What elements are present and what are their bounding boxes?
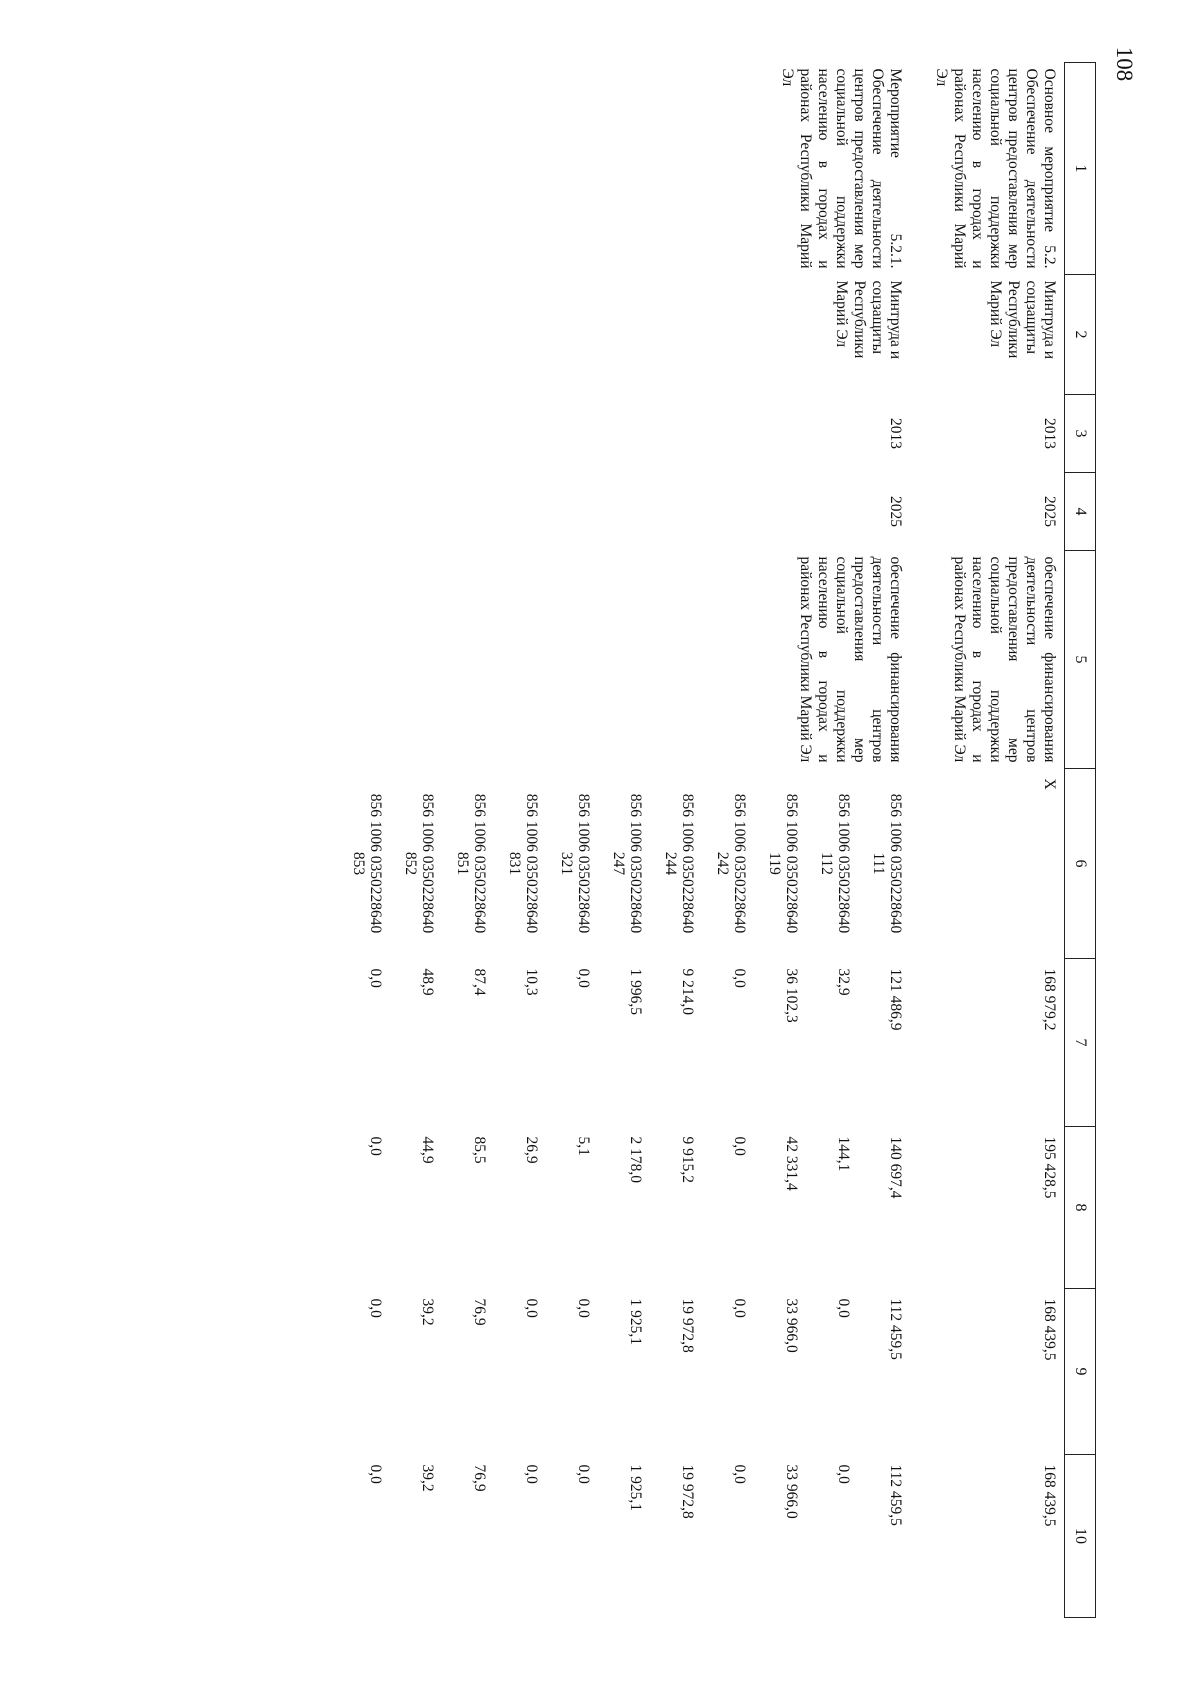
value-col-8: 140 697,4 <box>887 1136 904 1199</box>
sub-activity-end-year: 2025 <box>887 496 904 527</box>
main-activity-v7: 168 979,2 <box>1041 968 1058 1031</box>
value-col-10: 0,0 <box>575 1464 592 1484</box>
budget-code <box>596 769 648 959</box>
value-col-9: 0,0 <box>835 1298 852 1318</box>
value-col-8: 0,0 <box>367 1136 384 1156</box>
budget-code <box>700 769 752 959</box>
budget-code-main: 856 1006 0350228640 <box>523 793 540 934</box>
budget-code-type: 247 <box>610 851 627 876</box>
budget-code-type: 111 <box>870 852 887 875</box>
budget-code-type: 112 <box>818 852 835 875</box>
value-col-9: 0,0 <box>523 1298 540 1318</box>
main-activity-v9: 168 439,5 <box>1041 1298 1058 1361</box>
value-col-10: 33 966,0 <box>783 1464 800 1519</box>
value-col-8: 42 331,4 <box>783 1136 800 1191</box>
main-activity-end-year: 2025 <box>1041 496 1058 527</box>
value-col-10: 112 459,5 <box>887 1464 904 1526</box>
budget-code-type: 244 <box>662 851 679 876</box>
header-col-3: 3 <box>1065 395 1096 473</box>
value-col-10: 0,0 <box>731 1464 748 1484</box>
value-col-10: 76,9 <box>471 1464 488 1492</box>
value-col-7: 0,0 <box>367 968 384 988</box>
budget-code-main: 856 1006 0350228640 <box>783 793 800 934</box>
budget-code-type: 119 <box>766 852 783 875</box>
sub-activity-row <box>856 63 912 1618</box>
value-col-8: 144,1 <box>835 1136 852 1172</box>
main-activity-v8: 195 428,5 <box>1041 1136 1058 1199</box>
value-col-10: 1 925,1 <box>627 1464 644 1511</box>
value-col-8: 44,9 <box>419 1136 436 1164</box>
value-col-7: 0,0 <box>575 968 592 988</box>
value-col-8: 9 915,2 <box>679 1136 696 1183</box>
budget-code-main: 856 1006 0350228640 <box>731 793 748 934</box>
value-col-8: 2 178,0 <box>627 1136 644 1183</box>
value-col-9: 0,0 <box>575 1298 592 1318</box>
budget-code <box>336 769 388 959</box>
header-col-5: 5 <box>1065 551 1096 769</box>
main-activity-purpose: обеспечение финансирования деятельности центров предоставления мер социальной поддержки населению в городах и районах Республики Марий Эл <box>951 556 1058 763</box>
program-table <box>336 62 1096 1618</box>
budget-code-main: 856 1006 0350228640 <box>471 793 488 934</box>
sub-activity-start-year: 2013 <box>887 418 904 449</box>
header-row <box>1065 63 1096 1618</box>
header-col-2: 2 <box>1065 275 1096 395</box>
value-col-9: 19 972,8 <box>679 1298 696 1353</box>
value-col-7: 121 486,9 <box>887 968 904 1031</box>
value-col-7: 36 102,3 <box>783 968 800 1023</box>
main-activity-name: Основное мероприятие 5.2. Обеспечение деятельности центров предоставления мер социальной поддержки населению в городах и районах Республики Марий Эл <box>933 68 1058 269</box>
value-col-7: 32,9 <box>835 968 852 996</box>
budget-code-main: 856 1006 0350228640 <box>679 793 696 934</box>
value-col-7: 0,0 <box>731 968 748 988</box>
value-col-8: 0,0 <box>731 1136 748 1156</box>
budget-code <box>440 769 492 959</box>
value-col-7: 10,3 <box>523 968 540 996</box>
main-activity-start-year: 2013 <box>1041 418 1058 449</box>
header-col-10: 10 <box>1065 1455 1096 1618</box>
main-activity-code: Х <box>1041 778 1058 790</box>
value-col-9: 112 459,5 <box>887 1298 904 1360</box>
sub-activity-executor: Минтруда и соцзащиты Республики Марий Эл <box>833 280 904 360</box>
page-number: 108 <box>1112 46 1137 82</box>
budget-code <box>544 769 596 959</box>
header-col-9: 9 <box>1065 1289 1096 1455</box>
header-col-4: 4 <box>1065 473 1096 551</box>
main-activity-executor: Минтруда и соцзащиты Республики Марий Эл <box>987 280 1058 360</box>
budget-code-type: 242 <box>714 851 731 876</box>
value-col-8: 85,5 <box>471 1136 488 1164</box>
header-col-8: 8 <box>1065 1127 1096 1289</box>
budget-code-main: 856 1006 0350228640 <box>887 793 904 934</box>
value-col-9: 39,2 <box>419 1298 436 1326</box>
header-col-6: 6 <box>1065 769 1096 959</box>
budget-code-main: 856 1006 0350228640 <box>575 793 592 934</box>
budget-code <box>752 769 804 959</box>
sub-activity-name: Мероприятие 5.2.1. Обеспечение деятельности центров предоставления мер социальной поддержки населению в городах и районах Республики Марий Эл <box>779 68 904 269</box>
budget-code <box>856 769 912 959</box>
header-col-7: 7 <box>1065 959 1096 1127</box>
budget-code-type: 852 <box>402 851 419 876</box>
value-col-9: 0,0 <box>367 1298 384 1318</box>
budget-code-type: 321 <box>558 851 575 876</box>
budget-code-type: 853 <box>350 851 367 876</box>
value-col-10: 19 972,8 <box>679 1464 696 1519</box>
budget-code-main: 856 1006 0350228640 <box>627 793 644 934</box>
value-col-10: 0,0 <box>523 1464 540 1484</box>
budget-code <box>492 769 544 959</box>
rotated-page <box>176 62 1096 1617</box>
header-col-1: 1 <box>1065 63 1096 275</box>
value-col-7: 87,4 <box>471 968 488 996</box>
main-activity-row <box>912 63 1065 1618</box>
value-col-10: 39,2 <box>419 1464 436 1492</box>
value-col-9: 0,0 <box>731 1298 748 1318</box>
value-col-8: 5,1 <box>575 1136 592 1156</box>
budget-code-main: 856 1006 0350228640 <box>835 793 852 934</box>
budget-code <box>804 769 856 959</box>
value-col-7: 1 996,5 <box>627 968 644 1015</box>
value-col-9: 76,9 <box>471 1298 488 1326</box>
budget-code <box>648 769 700 959</box>
budget-code-main: 856 1006 0350228640 <box>367 793 384 934</box>
budget-code-type: 851 <box>454 851 471 876</box>
value-col-9: 33 966,0 <box>783 1298 800 1353</box>
value-col-7: 48,9 <box>419 968 436 996</box>
value-col-8: 26,9 <box>523 1136 540 1164</box>
budget-code-main: 856 1006 0350228640 <box>419 793 436 934</box>
value-col-10: 0,0 <box>835 1464 852 1484</box>
budget-code <box>388 769 440 959</box>
value-col-7: 9 214,0 <box>679 968 696 1015</box>
budget-code-type: 831 <box>506 851 523 876</box>
value-col-10: 0,0 <box>367 1464 384 1484</box>
sub-activity-purpose: обеспечение финансирования деятельности центров предоставления мер социальной поддержки населению в городах и районах Республики Марий Эл <box>797 556 904 763</box>
main-activity-v10: 168 439,5 <box>1041 1464 1058 1527</box>
value-col-9: 1 925,1 <box>627 1298 644 1345</box>
